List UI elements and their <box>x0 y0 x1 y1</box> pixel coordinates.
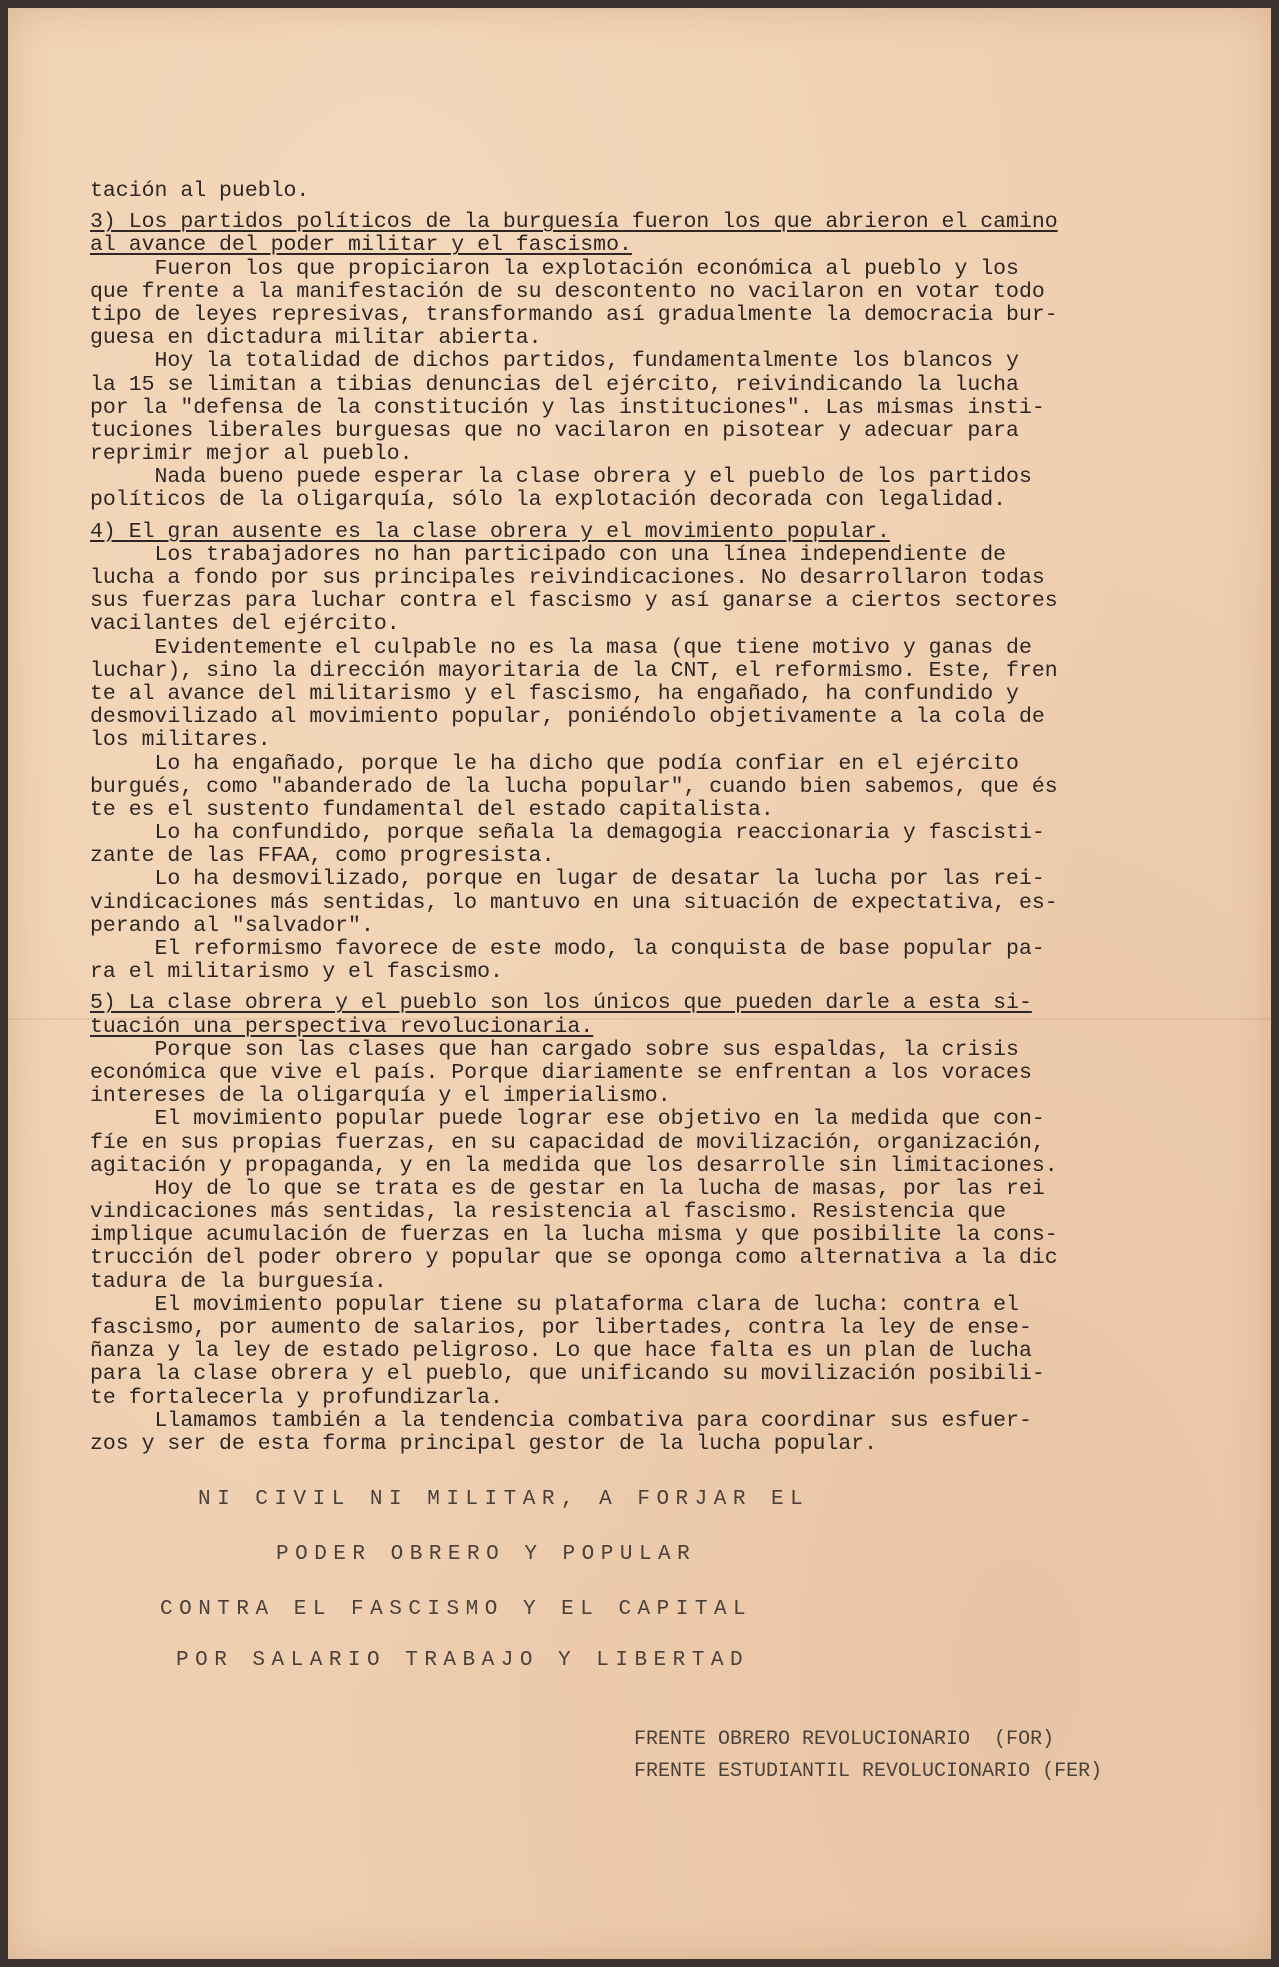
paragraph-line: Hoy de lo que se trata es de gestar en la lucha de masas, por las rei <box>90 1176 1045 1201</box>
paragraph-line: trucción del poder obrero y popular que se oponga como alternativa a la dic <box>90 1246 1058 1271</box>
document-body <box>90 180 1185 1456</box>
paragraph-line: la 15 se limitan a tibias denuncias del ejército, reivindicando la lucha <box>90 372 1019 397</box>
paragraph-line: te fortalecerla y profundizarla. <box>90 1385 503 1410</box>
section-heading-line: 5) La clase obrera y el pueblo son los únicos que pueden darle a esta si- <box>90 991 1032 1016</box>
section-heading-line: tuación una perspectiva revolucionaria. <box>90 1014 594 1039</box>
section-heading-line: 3) Los partidos políticos de la burguesía fueron los que abrieron el camino <box>90 210 1058 235</box>
paragraph-line: tipo de leyes represivas, transformando así gradualmente la democracia bur- <box>90 302 1058 327</box>
paragraph-line: El movimiento popular tiene su plataforma clara de lucha: contra el <box>90 1292 1019 1317</box>
paragraph-line: económica que vive el país. Porque diariamente se enfrentan a los voraces <box>90 1060 1032 1085</box>
paragraph-line: perando al "salvador". <box>90 913 374 938</box>
signature-for: FRENTE OBRERO REVOLUCIONARIO (FOR) <box>634 1728 1055 1751</box>
signature-fer: FRENTE ESTUDIANTIL REVOLUCIONARIO (FER) <box>634 1760 1103 1783</box>
paragraph-line: te al avance del militarismo y el fascismo, ha engañado, ha confundido y <box>90 681 1019 706</box>
paragraph-line: ra el militarismo y el fascismo. <box>90 960 503 985</box>
paragraph-line: fíe en sus propias fuerzas, en su capacidad de movilización, organización, <box>90 1130 1045 1155</box>
paragraph-line: políticos de la oligarquía, sólo la explotación decorada con legalidad. <box>90 488 1007 513</box>
signatures-block <box>634 1724 1102 1788</box>
paragraph-line: que frente a la manifestación de su descontento no vacilaron en votar todo <box>90 279 1045 304</box>
section-4 <box>90 521 1185 985</box>
paragraph-line: vindicaciones más sentidas, lo mantuvo en una situación de expectativa, es- <box>90 890 1058 915</box>
paragraph-line: fascismo, por aumento de salarios, por libertades, contra la ley de ense- <box>90 1316 1032 1340</box>
paragraph-line: Nada bueno puede esperar la clase obrera y el pueblo de los partidos <box>90 465 1032 490</box>
paragraph-line: implique acumulación de fuerzas en la lucha misma y que posibilite la cons- <box>90 1223 1058 1248</box>
paragraph-line: vacilantes del ejército. <box>90 612 400 637</box>
paragraph-line: Lo ha confundido, porque señala la demagogia reaccionaria y fascisti- <box>90 821 1045 846</box>
paragraph-line: lucha a fondo por sus principales reivindicaciones. No desarrollaron todas <box>90 566 1045 590</box>
section-5 <box>90 992 1185 1456</box>
paragraph-line: sus fuerzas para luchar contra el fascismo y así ganarse a ciertos sectores <box>90 589 1058 614</box>
paragraph-line: por la "defensa de la constitución y las instituciones". Las mismas insti- <box>90 395 1045 420</box>
paragraph-line: zos y ser de esta forma principal gestor de la lucha popular. <box>90 1431 878 1456</box>
paragraph-line: vindicaciones más sentidas, la resistencia al fascismo. Resistencia que <box>90 1200 1007 1225</box>
section-heading-line: 4) El gran ausente es la clase obrera y el movimiento popular. <box>90 519 890 544</box>
section-3 <box>90 211 1185 512</box>
slogan-line-2: PODER OBRERO Y POPULAR <box>276 1543 697 1566</box>
paragraph-line: Hoy la totalidad de dichos partidos, fundamentalmente los blancos y <box>90 349 1019 374</box>
paragraph-line: para la clase obrera y el pueblo, que unificando su movilización posibili- <box>90 1362 1045 1387</box>
sections-container <box>90 211 1185 1456</box>
continuation-line: tación al pueblo. <box>90 179 310 203</box>
paragraph-line: Lo ha engañado, porque le ha dicho que podía confiar en el ejército <box>90 751 1019 776</box>
paragraph-line: zante de las FFAA, como progresista. <box>90 844 555 869</box>
paragraph-line: tadura de la burguesía. <box>90 1269 387 1294</box>
paragraph-line: intereses de la oligarquía y el imperialismo. <box>90 1084 671 1109</box>
slogan-line-3: CONTRA EL FASCISMO Y EL CAPITAL <box>160 1598 753 1621</box>
paragraph-line: te es el sustento fundamental del estado capitalista. <box>90 797 774 822</box>
paragraph-line: desmovilizado al movimiento popular, poniéndolo objetivamente a la cola de <box>90 705 1045 730</box>
slogan-line-4: POR SALARIO TRABAJO Y LIBERTAD <box>176 1649 750 1672</box>
paragraph-line: El reformismo favorece de este modo, la conquista de base popular pa- <box>90 937 1045 961</box>
paper-sheet <box>8 8 1271 1959</box>
paragraph-line: Los trabajadores no han participado con una línea independiente de <box>90 542 1007 567</box>
paragraph-line: Lo ha desmovilizado, porque en lugar de desatar la lucha por las rei- <box>90 867 1045 892</box>
paragraph-line: tuciones liberales burguesas que no vacilaron en pisotear y adecuar para <box>90 418 1019 443</box>
paragraph-line: luchar), sino la dirección mayoritaria de la CNT, el reformismo. Este, fren <box>90 658 1058 683</box>
paragraph-line: ñanza y la ley de estado peligroso. Lo que hace falta es un plan de lucha <box>90 1339 1032 1364</box>
paragraph-line: agitación y propaganda, y en la medida que los desarrolle sin limitaciones. <box>90 1153 1058 1178</box>
paragraph-line: los militares. <box>90 728 271 753</box>
section-heading-line: al avance del poder militar y el fascismo. <box>90 233 632 258</box>
paragraph-line: Fueron los que propiciaron la explotación económica al pueblo y los <box>90 256 1019 281</box>
paragraph-line: reprimir mejor al pueblo. <box>90 442 413 467</box>
slogan-line-1: NI CIVIL NI MILITAR, A FORJAR EL <box>198 1488 810 1511</box>
paragraph-line: El movimiento popular puede lograr ese objetivo en la medida que con- <box>90 1107 1045 1132</box>
paragraph-line: Evidentemente el culpable no es la masa (que tiene motivo y ganas de <box>90 635 1032 660</box>
paragraph-line: Llamamos también a la tendencia combativa para coordinar sus esfuer- <box>90 1408 1032 1433</box>
paragraph-line: Porque son las clases que han cargado sobre sus espaldas, la crisis <box>90 1037 1019 1062</box>
paragraph-line: burgués, como "abanderado de la lucha popular", cuando bien sabemos, que és <box>90 774 1058 799</box>
paragraph-line: guesa en dictadura militar abierta. <box>90 326 542 351</box>
